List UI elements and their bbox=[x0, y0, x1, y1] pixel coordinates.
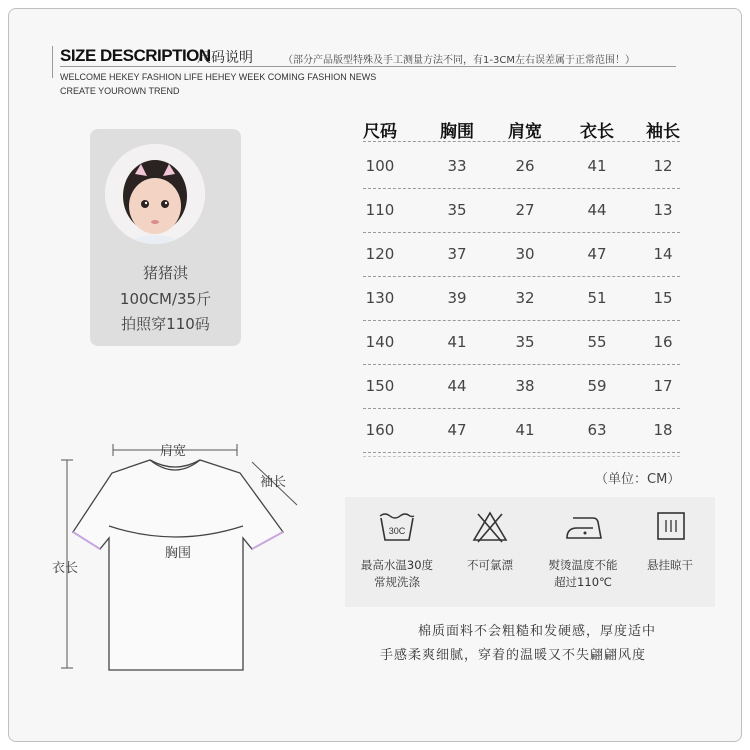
cell-shoulder: 35 bbox=[515, 333, 535, 351]
cell-chest: 41 bbox=[447, 333, 467, 351]
cell-chest: 47 bbox=[447, 421, 467, 439]
table-header-row bbox=[355, 115, 680, 145]
iron-icon bbox=[563, 510, 603, 544]
table-row bbox=[355, 189, 680, 233]
cell-chest: 44 bbox=[447, 377, 467, 395]
header-chest: 胸围 bbox=[440, 122, 474, 142]
tshirt-outline bbox=[73, 460, 283, 670]
table-row bbox=[355, 233, 680, 277]
page-title: SIZE DESCRIPTION bbox=[60, 46, 211, 65]
cell-size: 100 bbox=[365, 157, 395, 175]
cell-length: 51 bbox=[587, 289, 607, 307]
table-row bbox=[355, 365, 680, 409]
wash-temp-badge: 30C bbox=[388, 526, 406, 536]
header-divider bbox=[52, 46, 53, 78]
cell-shoulder: 32 bbox=[515, 289, 535, 307]
header-rule bbox=[60, 66, 676, 67]
header-length: 衣长 bbox=[580, 122, 614, 142]
header-shoulder: 肩宽 bbox=[508, 122, 542, 142]
fabric-description-2: 手感柔爽细腻，穿着的温暖又不失翩翩风度 bbox=[380, 648, 647, 663]
cell-shoulder: 41 bbox=[515, 421, 535, 439]
cell-sleeve: 13 bbox=[653, 201, 673, 219]
wash-30-icon bbox=[377, 510, 417, 544]
cell-length: 47 bbox=[587, 245, 607, 263]
model-fit-size: 拍照穿110码 bbox=[121, 315, 210, 333]
cell-shoulder: 30 bbox=[515, 245, 535, 263]
cell-length: 55 bbox=[587, 333, 607, 351]
cell-length: 59 bbox=[587, 377, 607, 395]
hang-dry-icon bbox=[650, 510, 690, 544]
cell-chest: 33 bbox=[447, 157, 467, 175]
cell-length: 63 bbox=[587, 421, 607, 439]
shoulder-label: 肩宽 bbox=[160, 444, 187, 459]
cell-sleeve: 16 bbox=[653, 333, 673, 351]
cell-sleeve: 14 bbox=[653, 245, 673, 263]
model-height-weight: 100CM/35斤 bbox=[119, 290, 212, 308]
row-divider bbox=[363, 452, 680, 453]
length-label: 衣长 bbox=[52, 561, 79, 576]
fabric-description-1: 棉质面料不会粗糙和发硬感，厚度适中 bbox=[418, 624, 657, 639]
size-note: （部分产品版型特殊及手工测量方法不同，有1-3CM左右误差属于正常范围！） bbox=[283, 55, 635, 66]
care-panel bbox=[345, 497, 715, 607]
cell-length: 44 bbox=[587, 201, 607, 219]
care-text-line: 熨烫温度不能 bbox=[548, 558, 618, 572]
sleeve-label: 袖长 bbox=[260, 475, 287, 490]
cell-size: 150 bbox=[365, 377, 395, 395]
child-portrait-icon bbox=[105, 144, 205, 244]
header-subtitle-1: WELCOME HEKEY FASHION LIFE HEHEY WEEK COMING FASHION NEWS bbox=[60, 72, 377, 82]
cell-sleeve: 12 bbox=[653, 157, 673, 175]
unit-label: （单位：CM） bbox=[595, 472, 681, 487]
chest-label: 胸围 bbox=[165, 546, 192, 561]
cell-sleeve: 17 bbox=[653, 377, 673, 395]
care-text-line: 不可氯漂 bbox=[467, 558, 513, 572]
cell-sleeve: 15 bbox=[653, 289, 673, 307]
model-photo bbox=[105, 144, 205, 244]
cell-shoulder: 38 bbox=[515, 377, 535, 395]
model-card bbox=[90, 129, 241, 346]
cell-size: 110 bbox=[365, 201, 395, 219]
header-subtitle-2: CREATE YOUROWN TREND bbox=[60, 86, 180, 96]
header-size: 尺码 bbox=[363, 122, 397, 142]
table-row bbox=[355, 277, 680, 321]
cell-size: 140 bbox=[365, 333, 395, 351]
cell-chest: 37 bbox=[447, 245, 467, 263]
cell-chest: 35 bbox=[447, 201, 467, 219]
page-title-cn: 尺码说明 bbox=[197, 50, 253, 66]
care-text-line: 悬挂晾干 bbox=[647, 558, 693, 572]
care-text-line: 最高水温30度 bbox=[360, 558, 434, 572]
cell-shoulder: 27 bbox=[515, 201, 535, 219]
table-row bbox=[355, 145, 680, 189]
row-divider bbox=[363, 141, 680, 142]
model-name: 猪猪淇 bbox=[142, 264, 188, 282]
cell-size: 120 bbox=[365, 245, 395, 263]
cell-chest: 39 bbox=[447, 289, 467, 307]
care-text-line: 超过110℃ bbox=[554, 575, 612, 589]
table-row bbox=[355, 409, 680, 453]
no-bleach-icon bbox=[470, 510, 510, 544]
care-text-line: 常规洗涤 bbox=[374, 575, 420, 589]
table-row bbox=[355, 321, 680, 365]
cell-length: 41 bbox=[587, 157, 607, 175]
cell-size: 130 bbox=[365, 289, 395, 307]
row-divider bbox=[363, 456, 680, 457]
cell-size: 160 bbox=[365, 421, 395, 439]
cell-sleeve: 18 bbox=[653, 421, 673, 439]
cell-shoulder: 26 bbox=[515, 157, 535, 175]
header-sleeve: 袖长 bbox=[646, 122, 680, 142]
size-table bbox=[355, 115, 680, 453]
